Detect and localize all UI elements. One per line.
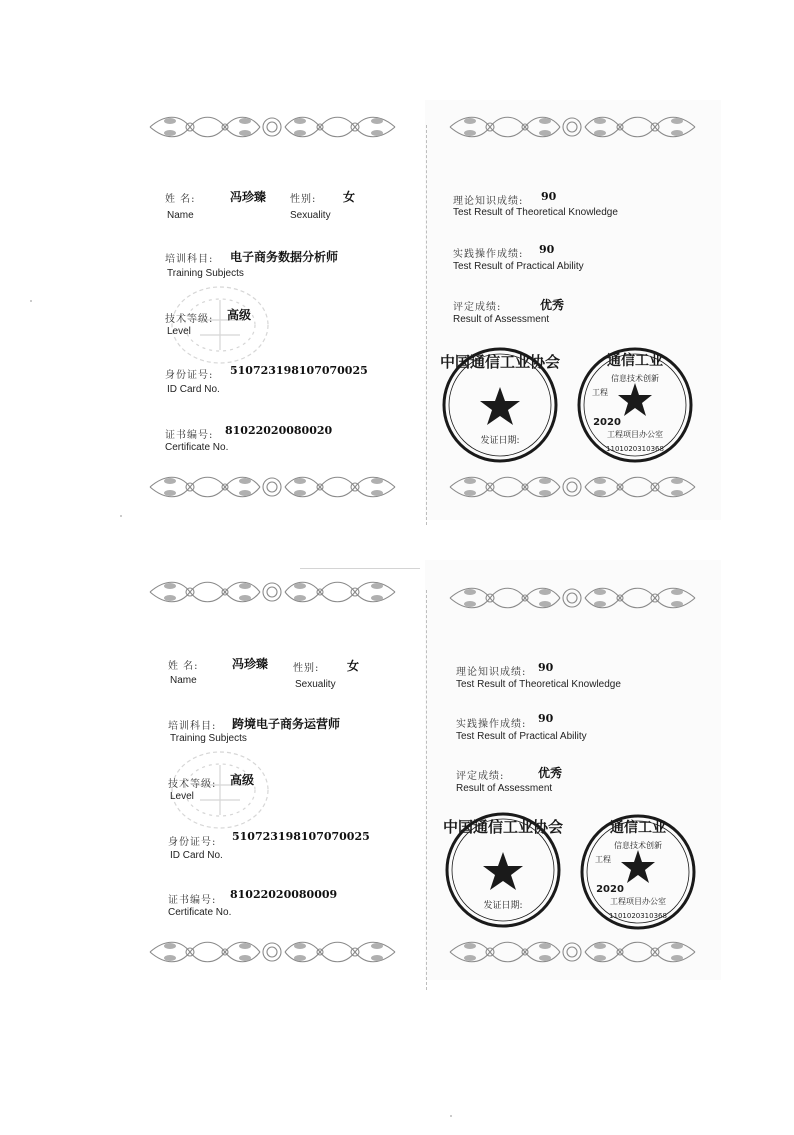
- theory-label-en: Test Result of Theoretical Knowledge: [456, 679, 621, 690]
- certificate-1: [0, 100, 794, 570]
- office-seal: [578, 812, 698, 932]
- subject-label-en: Training Subjects: [167, 268, 244, 279]
- seal-right-inner3: 工程项目办公室: [610, 897, 666, 906]
- bottom-left-ornament: [145, 937, 400, 967]
- seal-left-inner: 发证日期:: [483, 901, 523, 911]
- seal-right-code: 1101020310368: [606, 445, 664, 453]
- practice-label-cn: 实践操作成绩:: [453, 249, 524, 260]
- level-label-cn: 技术等级:: [165, 314, 214, 325]
- id-value: 510723198107070025: [232, 830, 370, 843]
- name-label-en: Name: [170, 675, 197, 686]
- bottom-right-ornament: [445, 937, 700, 967]
- assess-value: 优秀: [540, 298, 565, 312]
- cert-label-cn: 证书编号:: [168, 895, 217, 906]
- embossed-steel-stamp: [165, 745, 275, 835]
- name-value: 冯珍臻: [232, 657, 269, 671]
- name-label-cn: 姓 名:: [165, 194, 196, 205]
- bottom-left-ornament: [145, 472, 400, 502]
- cert-value: 81022020080020: [225, 424, 333, 437]
- cert-label-en: Certificate No.: [168, 907, 232, 918]
- sex-label-cn: 性别:: [293, 663, 320, 674]
- cert-label-cn: 证书编号:: [165, 430, 214, 441]
- subject-label-cn: 培训科目:: [168, 721, 217, 732]
- scan-speck: [120, 515, 122, 517]
- seal-right-inner2: 工程: [592, 388, 608, 397]
- id-value: 510723198107070025: [230, 364, 368, 377]
- theory-value: 90: [541, 190, 557, 203]
- sex-value: 女: [347, 659, 360, 673]
- top-left-ornament: [145, 577, 400, 607]
- seal-right-code: 1101020310368: [609, 912, 667, 920]
- id-label-en: ID Card No.: [170, 850, 223, 861]
- subject-value: 跨境电子商务运营师: [232, 717, 341, 731]
- practice-label-en: Test Result of Practical Ability: [453, 261, 584, 272]
- subject-label-cn: 培训科目:: [165, 254, 214, 265]
- id-label-en: ID Card No.: [167, 384, 220, 395]
- id-label-cn: 身份证号:: [165, 370, 214, 381]
- seal-right-text: 通信工业: [610, 820, 666, 836]
- cert-value: 81022020080009: [230, 888, 338, 901]
- seal-right-inner3: 工程项目办公室: [607, 430, 663, 439]
- embossed-steel-stamp: [165, 280, 275, 370]
- practice-label-en: Test Result of Practical Ability: [456, 731, 587, 742]
- sex-label-cn: 性别:: [290, 194, 317, 205]
- practice-label-cn: 实践操作成绩:: [456, 719, 527, 730]
- seal-right-date: 2020: [593, 417, 621, 428]
- office-seal: [575, 345, 695, 465]
- id-label-cn: 身份证号:: [168, 837, 217, 848]
- sex-value: 女: [343, 190, 356, 204]
- name-label-en: Name: [167, 210, 194, 221]
- name-value: 冯珍臻: [230, 190, 267, 204]
- scan-speck: [450, 1115, 452, 1117]
- top-left-ornament: [145, 112, 400, 142]
- sex-label-en: Sexuality: [295, 679, 336, 690]
- certificate-2: [0, 565, 794, 1035]
- fold-line: [426, 590, 428, 990]
- scan-speck: [30, 300, 32, 302]
- top-right-ornament: [445, 112, 700, 142]
- assess-label-en: Result of Assessment: [453, 314, 550, 325]
- assess-label-en: Result of Assessment: [456, 783, 553, 794]
- level-label-cn: 技术等级:: [168, 779, 217, 790]
- theory-label-en: Test Result of Theoretical Knowledge: [453, 207, 618, 218]
- seal-left-inner: 发证日期:: [480, 436, 520, 446]
- level-label-en: Level: [167, 326, 191, 337]
- assess-label-cn: 评定成绩:: [456, 771, 505, 782]
- level-value: 高级: [230, 773, 255, 787]
- assess-label-cn: 评定成绩:: [453, 302, 502, 313]
- scan-line: [300, 568, 420, 569]
- cert-label-en: Certificate No.: [165, 442, 229, 453]
- association-seal: [440, 345, 560, 465]
- level-value: 高级: [227, 308, 252, 322]
- assess-value: 优秀: [538, 766, 563, 780]
- seal-left-text: 中国通信工业协会: [443, 818, 563, 836]
- top-right-ornament: [445, 583, 700, 613]
- bottom-right-ornament: [445, 472, 700, 502]
- practice-value: 90: [538, 712, 554, 725]
- seal-right-inner2: 工程: [595, 855, 611, 864]
- subject-value: 电子商务数据分析师: [230, 250, 339, 264]
- sex-label-en: Sexuality: [290, 210, 331, 221]
- seal-left-text: 中国通信工业协会: [440, 353, 560, 371]
- seal-right-inner1: 信息技术创新: [611, 374, 659, 383]
- association-seal: [443, 810, 563, 930]
- seal-right-text: 通信工业: [607, 353, 663, 369]
- seal-right-date: 2020: [596, 884, 624, 895]
- practice-value: 90: [539, 243, 555, 256]
- level-label-en: Level: [170, 791, 194, 802]
- fold-line: [426, 125, 428, 525]
- name-label-cn: 姓 名:: [168, 661, 199, 672]
- seal-right-inner1: 信息技术创新: [614, 841, 662, 850]
- theory-label-cn: 理论知识成绩:: [456, 667, 527, 678]
- theory-value: 90: [538, 661, 554, 674]
- theory-label-cn: 理论知识成绩:: [453, 196, 524, 207]
- subject-label-en: Training Subjects: [170, 733, 247, 744]
